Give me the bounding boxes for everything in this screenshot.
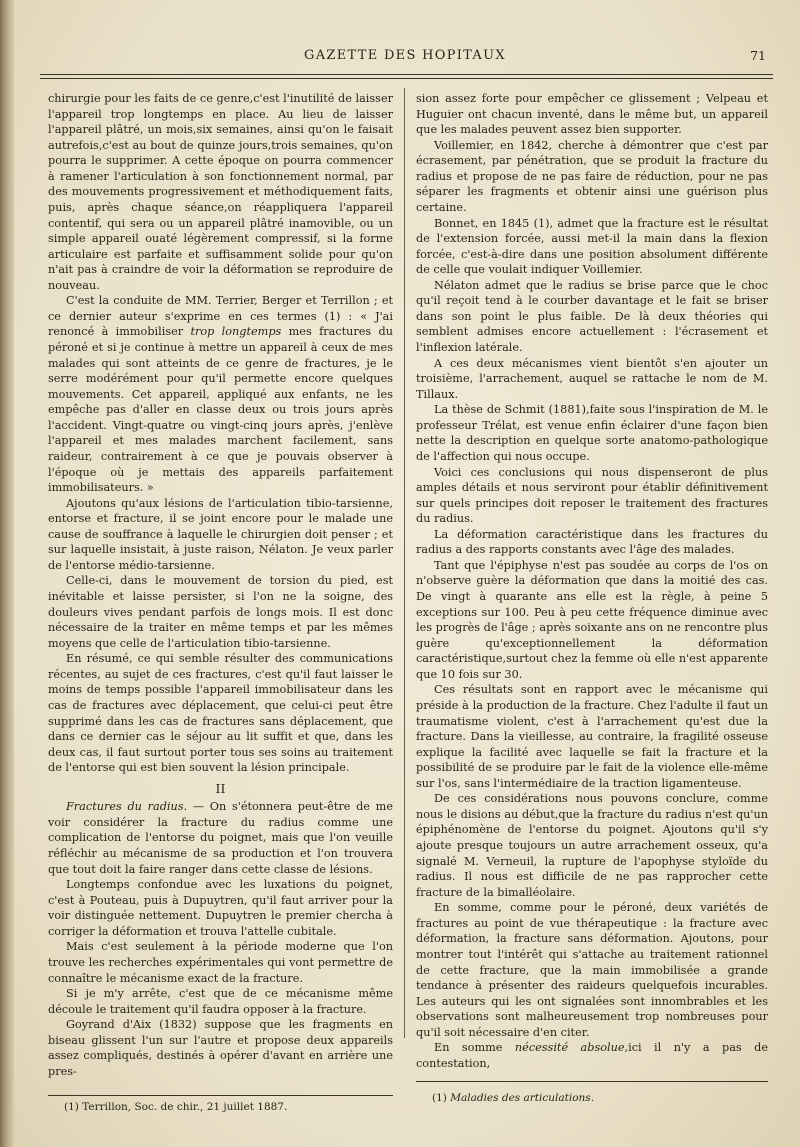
paragraph: Bonnet, en 1845 (1), admet que la fracture est le résultat de l'extension forcée, aussi met-il la main dans la flexion forcée, c'est-à-dire dans une position absolument différente de celle que voulait indiquer Voillemier.	[416, 216, 768, 277]
text-run: En somme	[434, 1041, 515, 1055]
column-divider	[404, 88, 405, 1038]
header-rule-bottom	[40, 78, 773, 79]
paragraph: En résumé, ce qui semble résulter des communications récentes, au sujet de ces fractures, c'est qu'il faut laisser le moins de temps possible l'appareil immobilisateur dans les cas de fractures avec déplacement, que celui-ci peut être supprimé dans les cas de fractures sans déplacement, que dans ce dernier cas le séjour au lit suffit et que, dans les deux cas, il faut surtout porter tous ses soins au traitement de l'entorse qui est bien souvent la lésion principale.	[48, 652, 393, 775]
paragraph: sion assez forte pour empêcher ce glissement ; Velpeau et Huguier ont chacun inventé, dans le même but, un appareil que les malades peuvent assez bien supporter.	[416, 92, 768, 137]
header-rule-top	[40, 74, 773, 75]
italic-text: nécessité absolue	[514, 1041, 625, 1055]
paragraph	[48, 293, 393, 495]
text-run: mes fractures du péroné et si je continue à mettre un appareil à ceux de mes malades qui sont atteints de ce genre de fractures, je le serre modérément pour qu'il permette encore quelques mouvements. Cet appareil, appliqué aux enfants, ne les empêche pas d'aller en classe deux ou trois jours après l'accident. Vingt-quatre ou vingt-cinq jours après, j'enlève l'appareil et mes malades marchent facilement, sans raideur, contrairement à ce que je pouvais observer à l'époque où je mettais des appareils parfaitement immobilisateurs. »	[48, 325, 393, 495]
paragraph: Ajoutons qu'aux lésions de l'articulation tibio-tarsienne, entorse et fracture, il se joint encore pour le malade une cause de souffrance à laquelle le chirurgien doit penser ; et sur laquelle insistait, à juste raison, Nélaton. Je veux parler de l'entorse médio-tarsienne.	[48, 496, 393, 572]
paragraph: Goyrand d'Aix (1832) suppose que les fragments en biseau glissent l'un sur l'autre et propose deux appareils assez compliqués, destinés à opérer d'avant en arrière une pres-	[48, 1018, 393, 1078]
footnote-left: (1) Terrillon, Soc. de chir., 21 juillet 1887.	[64, 1101, 288, 1113]
paragraph: La thèse de Schmit (1881),faite sous l'inspiration de M. le professeur Trélat, est venue enfin éclairer d'une façon bien nette la description en quelque sorte anatomo-pathologique de l'affection qui nous occupe.	[416, 403, 768, 463]
page-header	[40, 48, 770, 68]
paragraph: La déformation caractéristique dans les fractures du radius a des rapports constants avec l'âge des malades.	[416, 527, 768, 557]
left-column	[48, 91, 393, 1079]
paragraph: Longtemps confondue avec les luxations du poignet, c'est à Pouteau, puis à Dupuytren, qu'il faut arriver pour la voir distinguée nettement. Dupuytren le premier chercha à corriger la déformation et trouva l'attelle cubitale.	[48, 878, 393, 938]
paragraph: En somme, comme pour le péroné, deux variétés de fractures au point de vue thérapeutique : la fracture avec déformation, la fracture sans déformation. Ajoutons, pour montrer tout l'intérêt qui s'attache au traitement rationnel de cette fracture, que la main immobilisée a grande tendance à présenter des raideurs quelquefois incurables. Les auteurs qui les ont signalées sont innombrables et les observations sont malheureusement trop nombreuses pour qu'il soit nécessaire d'en citer.	[416, 901, 768, 1039]
paragraph: chirurgie pour les faits de ce genre,c'est l'inutilité de laisser l'appareil trop longtemps en place. Au lieu de laisser l'appareil plâtré, un mois,six semaines, ainsi qu'on le faisait autrefois,c'est au bout de quinze jours,trois semaines, qu'on pourra le supprimer. A cette époque on pourra commencer à ramener l'articulation à son fonctionnement normal, par des mouvements progressivement et méthodiquement faits, puis, après chaque séance,on réappliquera l'appareil contentif, qui sera ou un appareil plâtré inamovible, ou un simple appareil ouaté légèrement compressif, si la forme articulaire est parfaite et suffisamment solide pour qu'on n'ait pas à craindre de voir la déformation se reproduire de nouveau.	[48, 92, 393, 292]
paragraph: Tant que l'épiphyse n'est pas soudée au corps de l'os on n'observe guère la déformation que dans la moitié des cas. De vingt à quarante ans elle est la règle, à peine 5 exceptions sur 100. Peu à peu cette fréquence diminue avec les progrès de l'âge ; après soixante ans on ne rencontre plus guère qu'exceptionnellement la déformation caractéristique,surtout chez la femme où elle n'est apparente que 10 fois sur 30.	[416, 558, 768, 681]
paragraph: Voillemier, en 1842, cherche à démontrer que c'est par écrasement, par pénétration, que se produit la fracture du radius et propose de ne pas faire de réduction, pour ne pas séparer les fragments et obtenir ainsi une guérison plus certaine.	[416, 138, 768, 214]
text-run: C'est la conduite de MM. Terrier, Berger et Terrillon ; et ce dernier auteur s'exprime en ces termes (1) : « J'ai renoncé à immobiliser	[48, 294, 393, 339]
paragraph: Nélaton admet que le radius se brise parce que le choc qu'il reçoit tend à le courber davantage et le fait se briser dans son point le plus faible. De là deux théories qui semblent admises encore actuellement : l'écrasement et l'inflexion latérale.	[416, 278, 768, 354]
paragraph	[416, 1040, 768, 1071]
footnote-rule-left	[48, 1095, 393, 1096]
paragraph: De ces considérations nous pouvons conclure, comme nous le disions au début,que la fracture du radius n'est qu'un épiphénomène de l'entorse du poignet. Ajoutons qu'il s'y ajoute presque toujours un autre arrachement osseux, qu'a signalé M. Verneuil, la rupture de l'apophyse styloïde du radius. Il nous est difficile de ne pas rapprocher cette fracture de la bimalléolaire.	[416, 792, 768, 899]
footnote-right	[432, 1091, 594, 1105]
paragraph: Voici ces conclusions qui nous dispenseront de plus amples détails et nous serviront pour établir définitivement sur quels principes doit reposer le traitement des fractures du radius.	[416, 465, 768, 526]
text-run: — On s'étonnera peut-être de me voir considérer la fracture du radius comme une complication de l'entorse du poignet, mais que l'on veuille réfléchir au mécanisme de sa production et l'on trouvera que tout doit la faire ranger dans cette classe de lésions.	[48, 800, 393, 876]
paragraph: Si je m'y arrête, c'est que de ce mécanisme même découle le traitement qu'il faudra opposer à la fracture.	[48, 987, 393, 1016]
paragraph: Ces résultats sont en rapport avec le mécanisme qui préside à la production de la fracture. Chez l'adulte il faut un traumatisme violent, c'est à l'arrachement qu'est due la fracture. Dans la vieillesse, au contraire, la fragilité osseuse explique la facilité avec laquelle se fait la fracture et la possibilité de se produire par le fait de la violence elle-même sur l'os, sans l'intermédiaire de la traction ligamenteuse.	[416, 683, 768, 790]
paragraph: Celle-ci, dans le mouvement de torsion du pied, est inévitable et laisse persister, si l'on ne la soigne, des douleurs vives pendant parfois de longs mois. Il est donc nécessaire de la traiter en même temps et par les mêmes moyens que celle de l'articulation tibio-tarsienne.	[48, 574, 393, 650]
right-column	[416, 91, 768, 1071]
paragraph: Mais c'est seulement à la période moderne que l'on trouve les recherches expérimentales qui vont permettre de connaître le mécanisme exact de la fracture.	[48, 940, 393, 985]
page-number: 71	[750, 48, 766, 63]
paragraph	[48, 799, 393, 877]
footnote-number: (1)	[432, 1092, 451, 1104]
journal-title: GAZETTE DES HOPITAUX	[304, 48, 506, 63]
footnote-rule-right	[416, 1081, 768, 1082]
paragraph: A ces deux mécanismes vient bientôt s'en ajouter un troisième, l'arrachement, auquel se rattache le nom de M. Tillaux.	[416, 356, 768, 401]
text-run: ,ici il n'y a pas de contestation,	[416, 1041, 769, 1070]
footnote-italic: Maladies des articulations.	[450, 1092, 595, 1104]
section-heading: II	[215, 780, 226, 796]
italic-text: trop longtemps	[190, 325, 282, 339]
subsection-title: Fractures du radius.	[66, 800, 188, 814]
book-spine-shadow	[0, 0, 14, 1147]
